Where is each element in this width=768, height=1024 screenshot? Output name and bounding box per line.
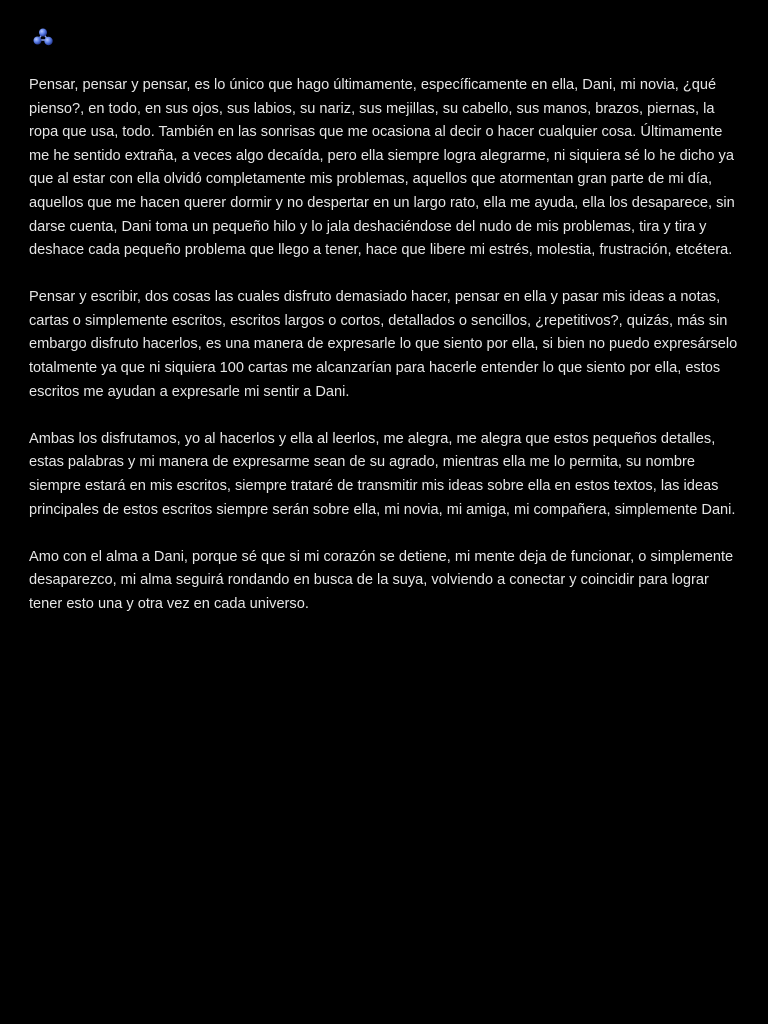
molecule-icon-graphic: [31, 25, 55, 49]
note-paragraph: Pensar, pensar y pensar, es lo único que hago últimamente, específicamente en ella, Dani, mi novia, ¿qué pienso?, en todo, en sus ojos, sus labios, su nariz, sus mejillas, su cabello, sus manos, brazos, piernas, la ropa que usa, todo. También en las sonrisas que me ocasiona al decir o hacer cualquier cosa. Últimamente me he sentido extraña, a veces algo decaída, pero ella siempre logra alegrarme, ni siquiera sé lo he dicho ya que al estar con ella olvidó completamente mis problemas, aquellos que atormentan gran parte de mi día, aquellos que me hacen querer dormir y no despertar en un largo rato, ella me ayuda, ella los desaparece, sin darse cuenta, Dani toma un pequeño hilo y lo jala deshaciéndose del nudo de mis problemas, tira y tira y deshace cada pequeño problema que llego a tener, hace que libere mi estrés, molestia, frustración, etcétera.: [29, 77, 735, 259]
note-paragraph: Amo con el alma a Dani, porque sé que si mi corazón se detiene, mi mente deja de funcionar, o simplemente desaparezco, mi alma seguirá rondando en busca de la suya, volviendo a conectar y coincidir para lograr tener esto una y otra vez en cada universo.: [29, 548, 734, 612]
note-paragraph: Pensar y escribir, dos cosas las cuales disfruto demasiado hacer, pensar en ella y pasar mis ideas a notas, cartas o simplemente escritos, escritos largos o cortos, detallados o sencillos, ¿repetitivos?, quizás, más sin embargo disfruto hacerlos, es una manera de expresarle lo que siento por ella, si bien no puedo expresárselo totalmente ya que ni siquiera 100 cartas me alcanzarían para hacerle entender lo que siento por ella, estos escritos me ayudan a expresarle mi sentir a Dani.: [29, 289, 738, 400]
note-body[interactable]: [29, 74, 741, 640]
molecule-icon[interactable]: [31, 25, 55, 49]
note-paragraph: Ambas los disfrutamos, yo al hacerlos y ella al leerlos, me alegra, me alegra que estos pequeños detalles, estas palabras y mi manera de expresarme sean de su agrado, mientras ella me lo permita, su nombre siempre estará en mis escritos, siempre trataré de transmitir mis ideas sobre ella en estos textos, las ideas principales de estos escritos siempre serán sobre ella, mi novia, mi amiga, mi compañera, simplemente Dani.: [29, 430, 736, 518]
